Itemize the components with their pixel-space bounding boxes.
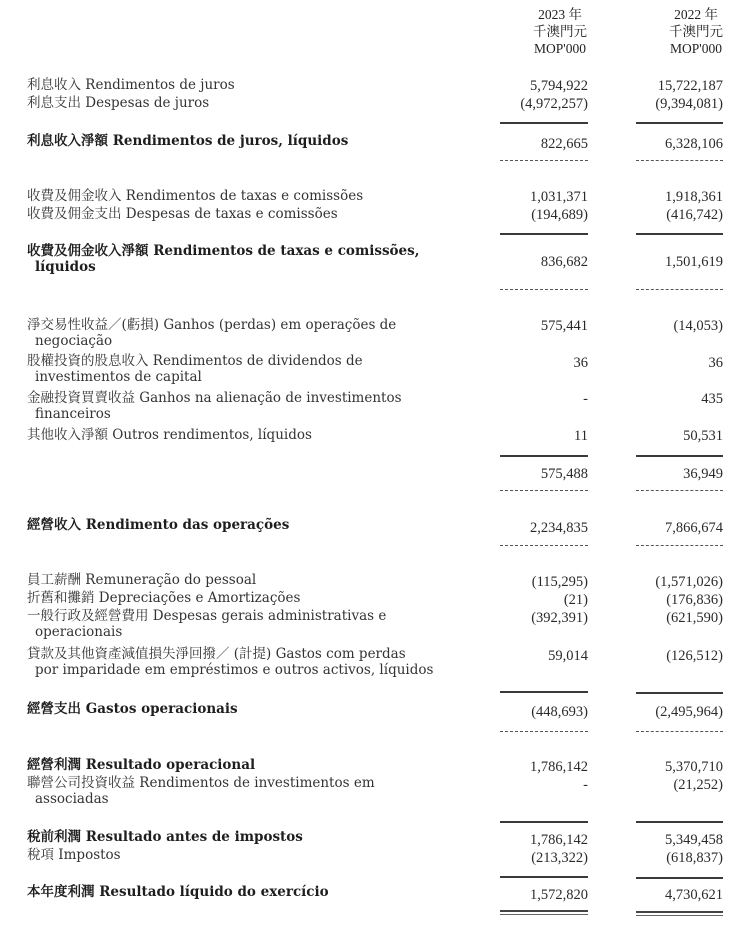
column-header-2022 — [656, 6, 736, 57]
unit-label-zh: 千澳門元 — [533, 24, 587, 39]
value-2022: (621,590) — [666, 610, 723, 626]
value-2023: (194,689) — [531, 207, 588, 223]
value-2022: (1,571,026) — [655, 574, 723, 590]
value-2023: - — [583, 777, 588, 793]
value-2023: - — [583, 391, 588, 407]
value-2022: (416,742) — [666, 207, 723, 223]
row-label-net-profit: 本年度利潤 Resultado líquido do exercício — [27, 884, 329, 900]
row-label-net-fee — [27, 243, 467, 275]
label-line-2: operacionais — [35, 624, 123, 640]
label-line-1: 金融投資買賣收益 Ganhos na alienação de investimentos — [27, 390, 402, 406]
dashed-rule — [500, 490, 588, 491]
value-2023: 836,682 — [540, 254, 588, 270]
value-2023: 5,794,922 — [530, 78, 588, 94]
row-label-other-income: 其他收入淨額 Outros rendimentos, líquidos — [27, 427, 312, 443]
row-label-operating-result: 經營利潤 Resultado operacional — [27, 757, 256, 773]
dashed-rule — [636, 490, 723, 491]
label-line-1: 股權投資的股息收入 Rendimentos de dividendos de — [27, 353, 363, 369]
value-2022: (21,252) — [673, 777, 723, 793]
dashed-rule — [636, 160, 723, 161]
value-2023: 2,234,835 — [530, 520, 588, 536]
value-2022: 4,730,621 — [665, 887, 723, 903]
dashed-rule — [500, 731, 588, 732]
unit-label-code: MOP'000 — [670, 41, 722, 56]
subtotal-rule — [500, 455, 588, 457]
value-2022: (176,836) — [666, 592, 723, 608]
value-2022: 15,722,187 — [657, 78, 723, 94]
subtotal-rule — [500, 122, 588, 124]
row-label-trading-gains — [27, 317, 467, 349]
label-line-2: associadas — [35, 791, 109, 807]
value-2023: 1,572,820 — [530, 887, 588, 903]
value-2022: 1,501,619 — [665, 254, 723, 270]
row-label-dividend-income — [27, 353, 467, 385]
subtotal-rule — [636, 122, 723, 124]
value-2023: 1,786,142 — [530, 759, 588, 775]
row-label-interest-expense: 利息支出 Despesas de juros — [27, 95, 210, 111]
dashed-rule — [636, 731, 723, 732]
value-2023: (115,295) — [531, 574, 588, 590]
value-2023: 36 — [573, 355, 588, 371]
label-line-1: 聯營公司投資收益 Rendimentos de investimentos em — [27, 775, 375, 791]
row-label-fee-income: 收費及佣金收入 Rendimentos de taxas e comissões — [27, 188, 364, 204]
row-label-investment-gains — [27, 390, 467, 422]
value-2023: (448,693) — [531, 704, 588, 720]
subtotal-value-2023: 575,488 — [540, 466, 588, 482]
row-label-interest-income: 利息收入 Rendimentos de juros — [27, 77, 235, 93]
subtotal-rule — [500, 233, 588, 235]
unit-label-zh: 千澳門元 — [669, 24, 723, 39]
value-2022: 435 — [701, 391, 723, 407]
dashed-rule — [500, 160, 588, 161]
value-2023: (213,322) — [531, 850, 588, 866]
value-2023: (21) — [563, 592, 588, 608]
row-label-depreciation: 折舊和攤銷 Depreciações e Amortizações — [27, 590, 301, 606]
value-2022: (14,053) — [673, 318, 723, 334]
value-2023: 822,665 — [540, 136, 588, 152]
subtotal-value-2022: 36,949 — [683, 466, 723, 482]
subtotal-rule — [636, 455, 723, 457]
dashed-rule — [500, 289, 588, 290]
value-2022: 6,328,106 — [665, 136, 723, 152]
value-2023: (392,391) — [531, 610, 588, 626]
row-label-pre-tax: 稅前利潤 Resultado antes de impostos — [27, 829, 303, 845]
value-2023: 1,031,371 — [530, 189, 588, 205]
row-label-operating-income: 經營收入 Rendimento das operações — [27, 517, 290, 533]
label-line-2: investimentos de capital — [35, 369, 202, 385]
dashed-rule — [636, 289, 723, 290]
row-label-operating-expenses: 經營支出 Gastos operacionais — [27, 701, 238, 717]
value-2023: 11 — [574, 428, 588, 444]
subtotal-rule — [636, 877, 723, 879]
double-rule — [500, 910, 588, 915]
column-header-2023 — [520, 6, 600, 57]
value-2023: 1,786,142 — [530, 832, 588, 848]
value-2022: 1,918,361 — [665, 189, 723, 205]
value-2022: 7,866,674 — [665, 520, 723, 536]
subtotal-rule — [636, 821, 723, 823]
year-label: 2023 年 — [538, 7, 582, 22]
row-label-general-admin — [27, 608, 467, 640]
label-line-1: 淨交易性收益／(虧損) Ganhos (perdas) em operações de — [27, 317, 397, 333]
value-2022: 5,349,458 — [665, 832, 723, 848]
row-label-net-interest: 利息收入淨額 Rendimentos de juros, líquidos — [27, 133, 349, 149]
value-2022: (126,512) — [666, 648, 723, 664]
label-line-1: 收費及佣金收入淨額 Rendimentos de taxas e comissões, — [27, 243, 420, 259]
row-label-fee-expense: 收費及佣金支出 Despesas de taxas e comissões — [27, 206, 338, 222]
row-label-staff-costs: 員工薪酬 Remuneração do pessoal — [27, 572, 257, 588]
dashed-rule — [500, 545, 588, 546]
label-line-1: 貸款及其他資產減值損失淨回撥／ (計提) Gastos com perdas — [27, 646, 406, 662]
dashed-rule — [636, 545, 723, 546]
subtotal-rule — [636, 692, 723, 694]
row-label-associates — [27, 775, 467, 807]
subtotal-rule — [500, 821, 588, 823]
double-rule — [636, 911, 723, 916]
value-2023: (4,972,257) — [520, 96, 588, 112]
value-2023: 59,014 — [548, 648, 588, 664]
year-label: 2022 年 — [674, 7, 718, 22]
subtotal-rule — [636, 233, 723, 235]
value-2022: (618,837) — [666, 850, 723, 866]
subtotal-rule — [500, 876, 588, 878]
label-line-2: financeiros — [35, 406, 111, 422]
value-2022: 36 — [708, 355, 723, 371]
value-2023: 575,441 — [540, 318, 588, 334]
label-line-1: 一般行政及經營費用 Despesas gerais administrativas e — [27, 608, 387, 624]
label-line-2: líquidos — [35, 259, 96, 275]
unit-label-code: MOP'000 — [534, 41, 586, 56]
value-2022: 50,531 — [683, 428, 723, 444]
row-label-tax: 稅項 Impostos — [27, 847, 121, 863]
value-2022: 5,370,710 — [665, 759, 723, 775]
value-2022: (9,394,081) — [655, 96, 723, 112]
subtotal-rule — [500, 691, 588, 693]
label-line-2: por imparidade em empréstimos e outros activos, líquidos — [35, 662, 434, 678]
label-line-2: negociação — [35, 333, 113, 349]
row-label-impairment — [27, 646, 467, 678]
value-2022: (2,495,964) — [655, 704, 723, 720]
